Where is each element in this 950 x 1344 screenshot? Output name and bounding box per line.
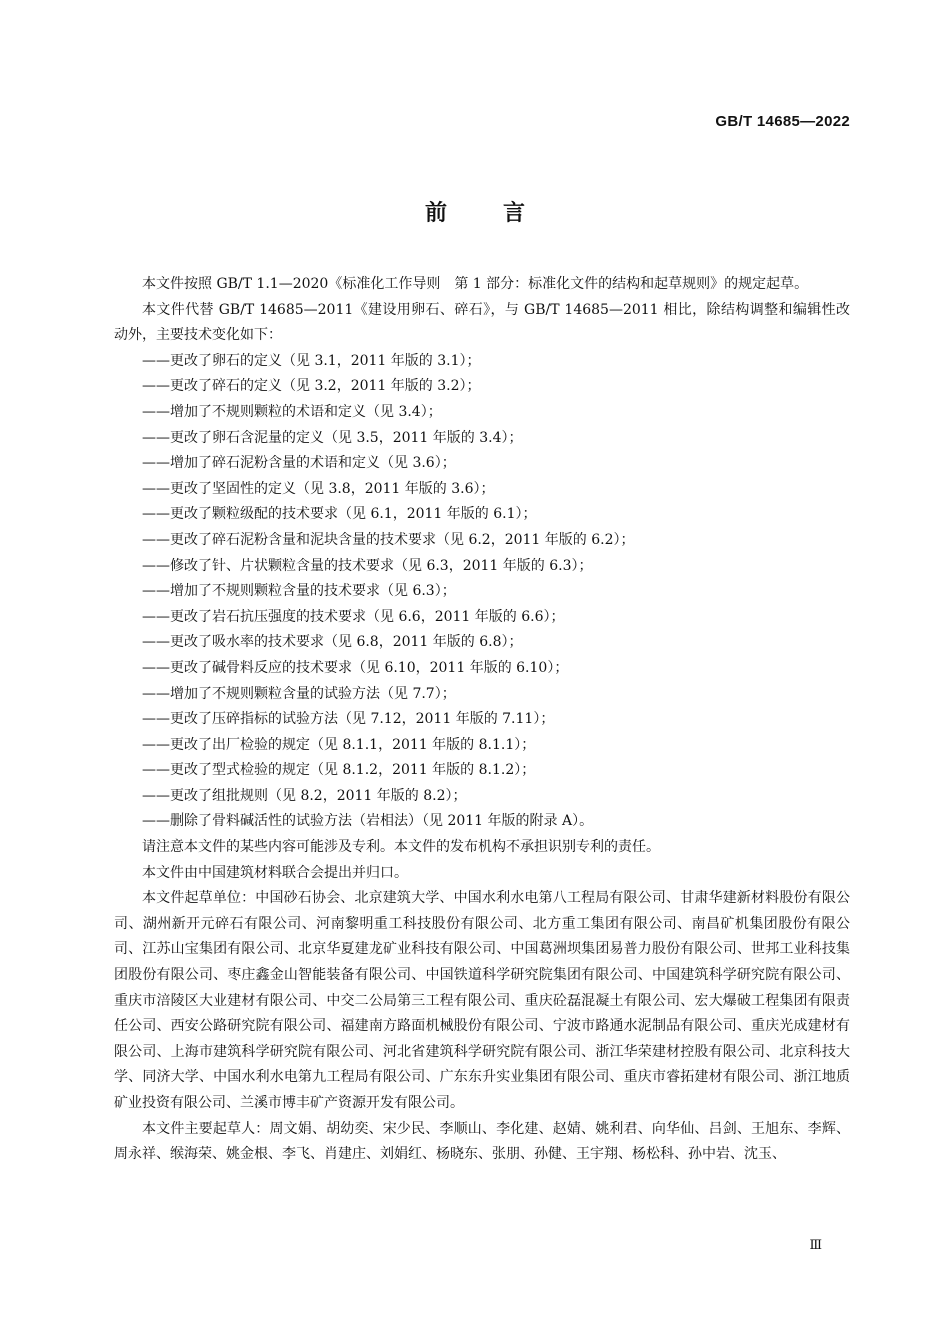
list-item: ——更改了卵石的定义（见 3.1，2011 年版的 3.1）； xyxy=(142,352,481,369)
change-list xyxy=(114,349,850,835)
drafting-units-paragraph: 本文件起草单位：中国砂石协会、北京建筑大学、中国水利水电第八工程局有限公司、甘肃华建新材料股份有限公司、湖州新开元碎石有限公司、河南黎明重工科技股份有限公司、北方重工集团有限公司、南昌矿机集团股份有限公司、江苏山宝集团有限公司、北京华夏建龙矿业科技有限公司、中国葛洲坝集团易普力股份有限公司、世邦工业科技集团股份有限公司、枣庄鑫金山智能装备有限公司、中国铁道科学研究院集团有限公司、中国建筑科学研究院有限公司、重庆市涪陵区大业建材有限公司、中交二公局第三工程有限公司、重庆砼磊混凝土有限公司、宏大爆破工程集团有限责任公司、西安公路研究院有限公司、福建南方路面机械股份有限公司、宁波市路通水泥制品有限公司、重庆光成建材有限公司、上海市建筑科学研究院有限公司、河北省建筑科学研究院有限公司、浙江华荣建材控股有限公司、北京科技大学、同济大学、中国水利水电第九工程局有限公司、广东东升实业集团有限公司、重庆市睿拓建材有限公司、浙江地质矿业投资有限公司、兰溪市博丰矿产资源开发有限公司。 xyxy=(114,890,850,1111)
document-body xyxy=(114,272,850,1168)
paragraph: 本文件按照 GB/T 1.1—2020《标准化工作导则 第 1 部分：标准化文件的结构和起草规则》的规定起草。 xyxy=(142,276,809,292)
paragraph: 本文件代替 GB/T 14685—2011《建设用卵石、碎石》，与 GB/T 14685—2011 相比，除结构调整和编辑性改动外，主要技术变化如下： xyxy=(114,301,850,344)
drafters-paragraph: 本文件主要起草人：周文娟、胡幼奕、宋少民、李顺山、李化建、赵婧、姚利君、向华仙、吕剑、王旭东、李辉、周永祥、缑海荣、姚金根、李飞、肖建庄、刘娟红、杨晓东、张朋、孙健、王宇翔、杨松科、孙中岩、沈玉、 xyxy=(114,1120,850,1163)
list-item: ——增加了碎石泥粉含量的术语和定义（见 3.6）； xyxy=(142,455,456,472)
list-item: ——更改了出厂检验的规定（见 8.1.1，2011 年版的 8.1.1）； xyxy=(142,736,536,753)
list-item: ——更改了岩石抗压强度的技术要求（见 6.6，2011 年版的 6.6）； xyxy=(142,608,565,625)
list-item: ——修改了针、片状颗粒含量的技术要求（见 6.3，2011 年版的 6.3）； xyxy=(142,557,593,574)
list-item: ——更改了颗粒级配的技术要求（见 6.1，2011 年版的 6.1）； xyxy=(142,506,537,523)
list-item: ——更改了吸水率的技术要求（见 6.8，2011 年版的 6.8）； xyxy=(142,634,523,651)
list-item: ——更改了碱骨料反应的技术要求（见 6.10，2011 年版的 6.10）； xyxy=(142,659,569,676)
list-item: ——更改了卵石含泥量的定义（见 3.5，2011 年版的 3.4）； xyxy=(142,429,523,446)
list-item: ——更改了压碎指标的试验方法（见 7.12，2011 年版的 7.11）； xyxy=(142,711,555,728)
list-item: ——增加了不规则颗粒含量的试验方法（见 7.7）； xyxy=(142,685,456,702)
patent-notice: 请注意本文件的某些内容可能涉及专利。本文件的发布机构不承担识别专利的责任。 xyxy=(142,839,660,856)
standard-code: GB/T 14685—2022 xyxy=(715,113,850,130)
list-item: ——更改了碎石泥粉含量和泥块含量的技术要求（见 6.2，2011 年版的 6.2）； xyxy=(142,531,635,548)
list-item: ——更改了坚固性的定义（见 3.8，2011 年版的 3.6）； xyxy=(142,480,495,497)
list-item: ——删除了骨料碱活性的试验方法（岩相法）（见 2011 年版的附录 A）。 xyxy=(142,813,594,830)
list-item: ——更改了碎石的定义（见 3.2，2011 年版的 3.2）； xyxy=(142,378,481,395)
list-item: ——增加了不规则颗粒的术语和定义（见 3.4）； xyxy=(142,403,442,420)
list-item: ——更改了型式检验的规定（见 8.1.2，2011 年版的 8.1.2）； xyxy=(142,762,536,779)
list-item: ——增加了不规则颗粒含量的技术要求（见 6.3）； xyxy=(142,583,456,600)
proposer-paragraph: 本文件由中国建筑材料联合会提出并归口。 xyxy=(142,864,408,881)
page-number: Ⅲ xyxy=(809,1238,822,1253)
list-item: ——更改了组批规则（见 8.2，2011 年版的 8.2）； xyxy=(142,787,467,804)
page-title: 前言 xyxy=(424,201,581,226)
